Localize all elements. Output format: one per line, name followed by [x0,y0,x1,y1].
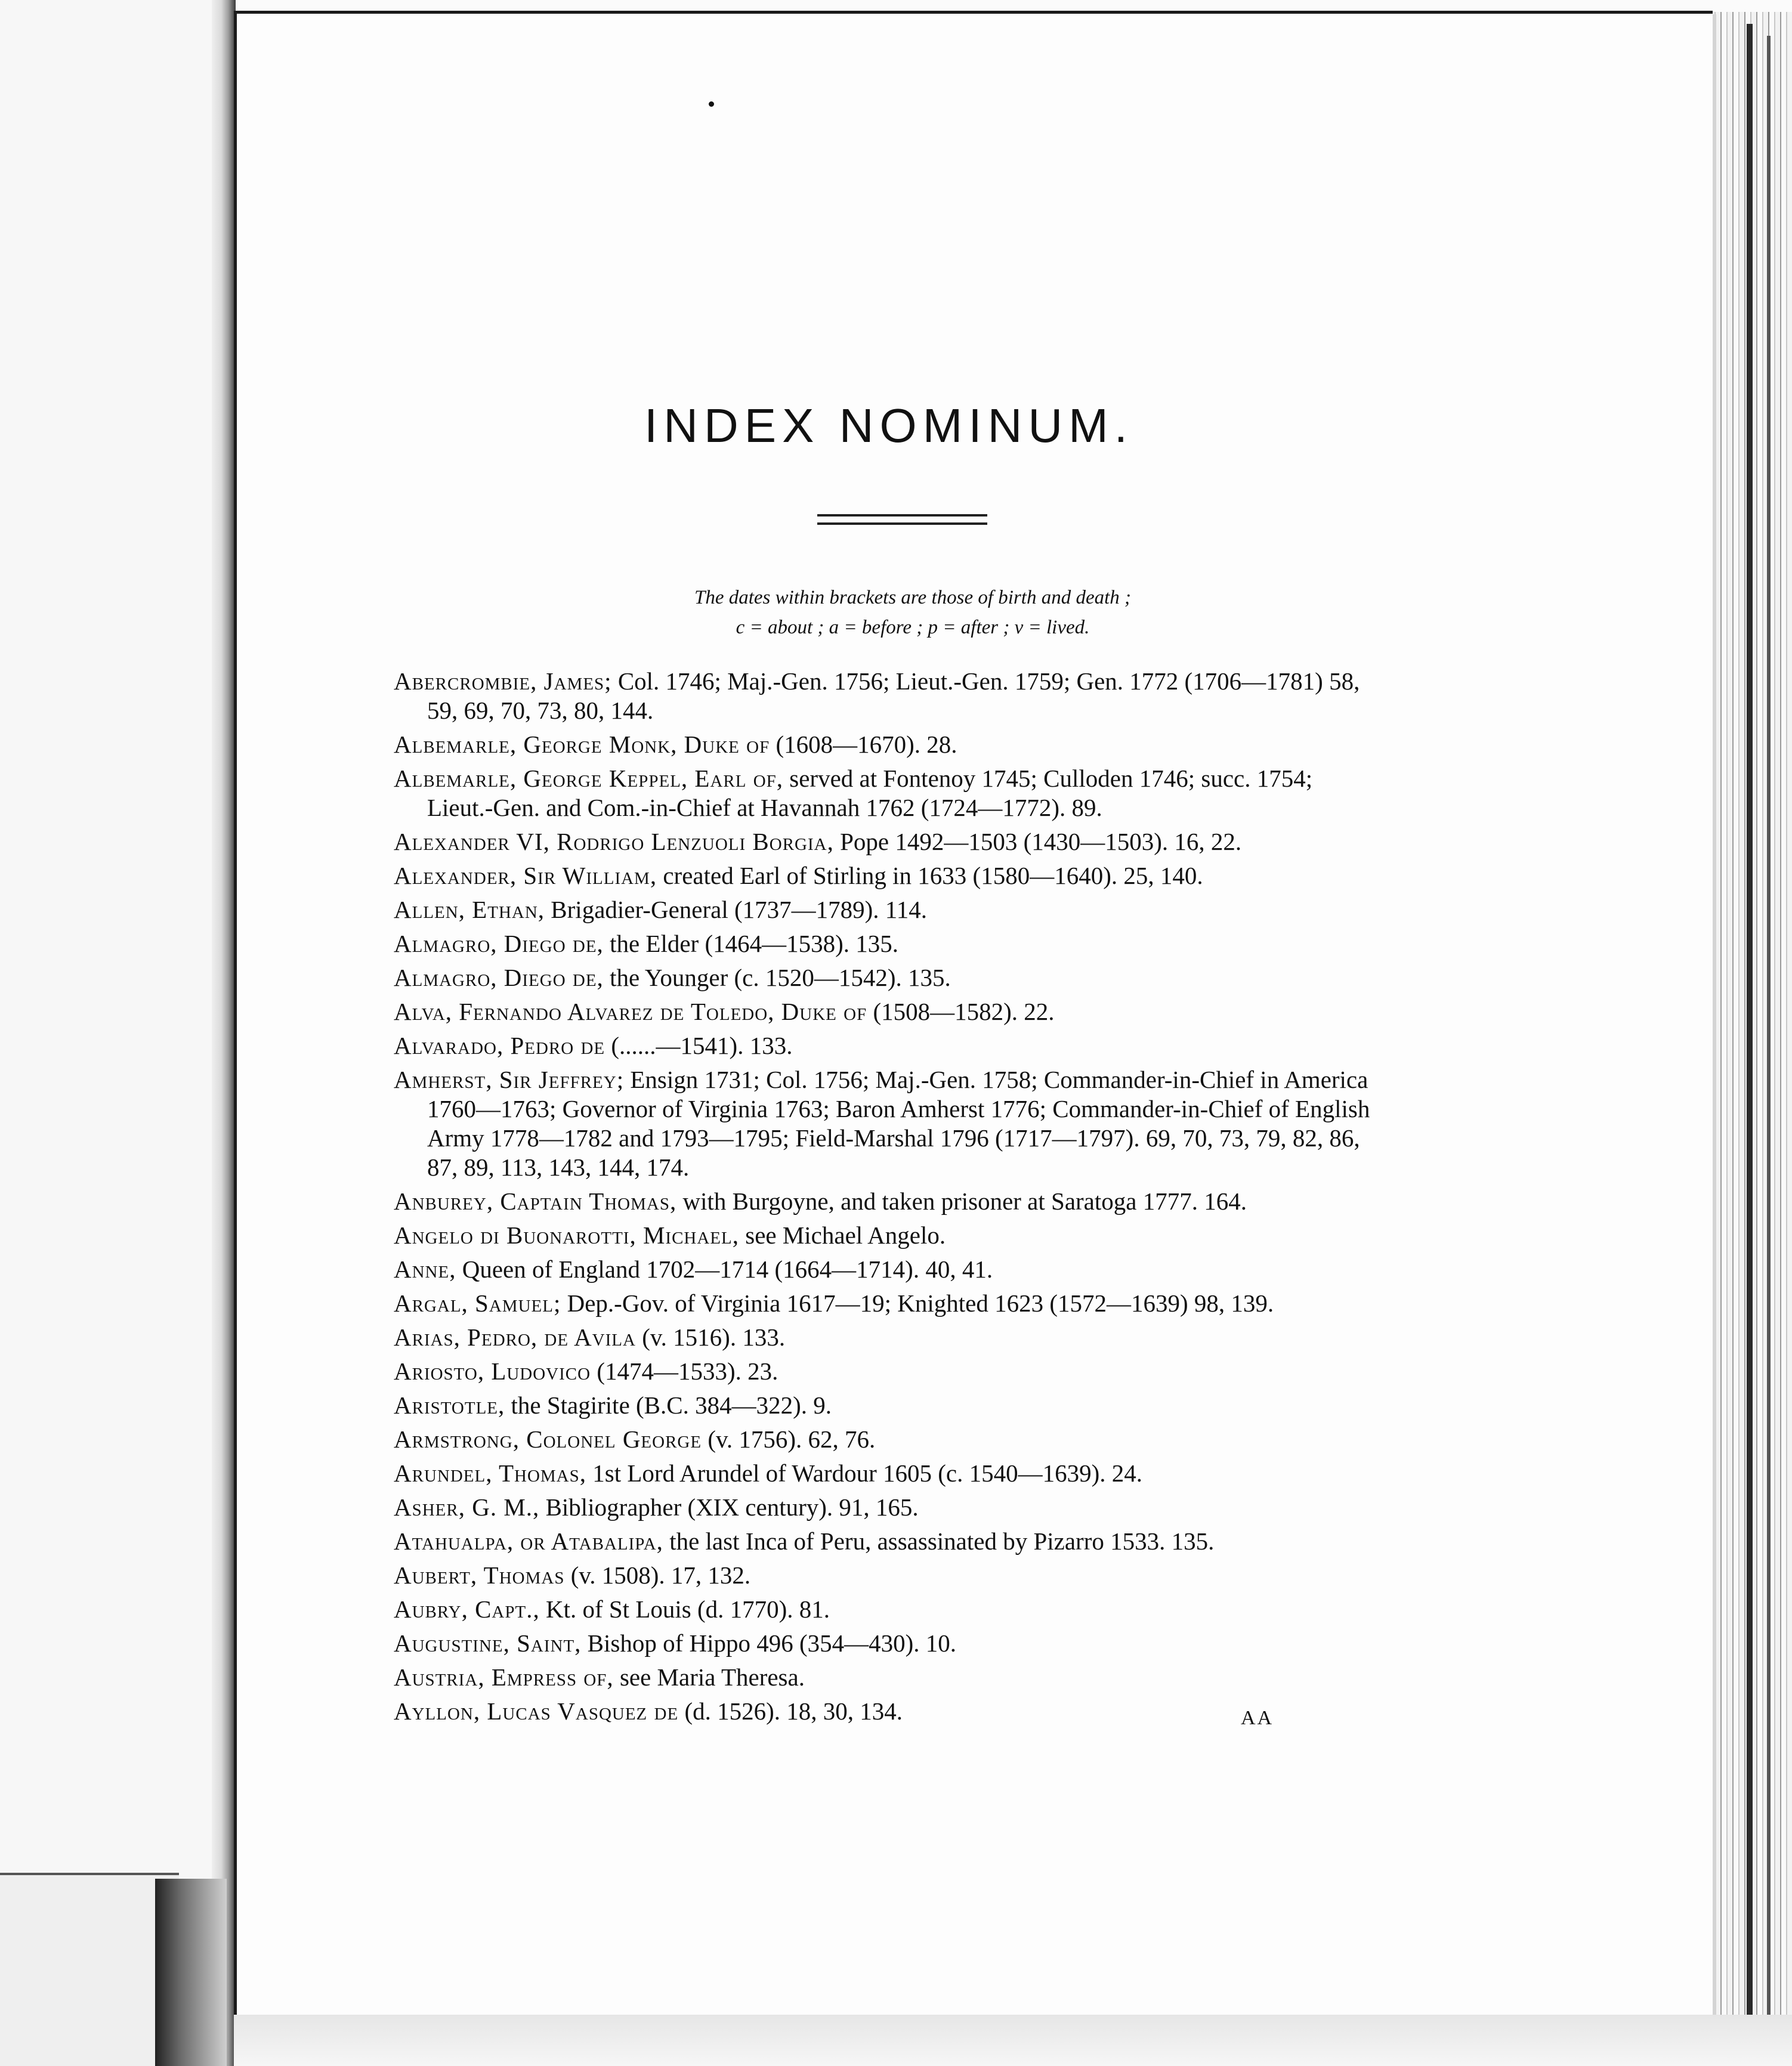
entry-description: (1608—1670). 28. [770,731,957,758]
index-entry [394,1493,1372,1522]
right-edge-shadow [1747,24,1753,2040]
entry-description: Col. 1746; Maj.-Gen. 1756; Lieut.-Gen. 1759; Gen. 1772 (1706—1781) 58, 59, 69, 70, 73, 80, 144. [427,667,1360,724]
right-edge-shadow-inner [1767,36,1771,2040]
entry-description: 1st Lord Arundel of Wardour 1605 (c. 1540—1639). 24. [586,1459,1142,1487]
entry-name: Armstrong, Colonel George [394,1425,702,1453]
index-entry [394,861,1372,890]
entry-name: Austria, Empress of, [394,1663,614,1691]
entry-description: Dep.-Gov. of Virginia 1617—19; Knighted 1623 (1572—1639) 98, 139. [561,1289,1274,1317]
entry-description: (1474—1533). 23. [591,1357,778,1385]
index-entry [394,1221,1372,1250]
index-entry [394,1663,1372,1692]
entry-name: Augustine, Saint, [394,1629,582,1657]
entry-description: see Maria Theresa. [613,1663,805,1691]
page-title: INDEX NOMINUM. [644,399,1133,452]
entry-name: Aristotle, [394,1391,505,1419]
entry-name: Atahualpa, or Atabalipa, [394,1527,663,1555]
entry-name: Abercrombie, James; [394,667,612,695]
entry-name: Alvarado, Pedro de [394,1032,605,1059]
index-entry [394,1561,1372,1590]
index-entry [394,895,1372,924]
index-entry [394,730,1372,759]
ink-dot [709,101,714,107]
index-entry [394,1289,1372,1318]
entry-description: created Earl of Stirling in 1633 (1580—1640). 25, 140. [657,862,1203,889]
entry-description: with Burgoyne, and taken prisoner at Saratoga 1777. 164. [676,1187,1247,1215]
index-entry [394,1697,1372,1726]
entry-name: Almagro, Diego de, [394,930,604,957]
entry-description: the Stagirite (B.C. 384—322). 9. [505,1391,832,1419]
left-facing-page [0,0,236,2066]
entry-name: Asher, G. M., [394,1493,540,1521]
entry-description: see Michael Angelo. [739,1221,946,1249]
index-entry [394,963,1372,992]
index-entry [394,1357,1372,1386]
entry-name: Ayllon, Lucas Vasquez de [394,1697,679,1725]
page-bottom-edge [234,2015,1792,2066]
index-entry [394,929,1372,958]
entry-name: Argal, Samuel; [394,1289,561,1317]
entry-name: Albemarle, George Keppel, Earl of, [394,765,784,792]
entry-name: Anne, [394,1255,456,1283]
title-rule-top [817,514,987,516]
entry-description: the last Inca of Peru, assassinated by Pizarro 1533. 135. [663,1527,1215,1555]
entry-description: Queen of England 1702—1714 (1664—1714). 40, 41. [456,1255,993,1283]
entry-description: Pope 1492—1503 (1430—1503). 16, 22. [833,828,1242,855]
entry-name: Aubry, Capt., [394,1595,540,1623]
title-rule-bottom [817,522,987,525]
entry-name: Almagro, Diego de, [394,964,604,991]
entry-description: the Elder (1464—1538). 135. [603,930,898,957]
entry-description: Brigadier-General (1737—1789). 114. [545,896,927,923]
entry-description: (v. 1508). 17, 132. [564,1561,751,1589]
entry-description: Bibliographer (XIX century). 91, 165. [539,1493,919,1521]
index-entry [394,1391,1372,1420]
entry-name: Aubert, Thomas [394,1561,565,1589]
signature-mark: AA [1241,1707,1274,1729]
entry-description: the Younger (c. 1520—1542). 135. [603,964,951,991]
index-entry [394,827,1372,856]
index-entry [394,1323,1372,1352]
entry-description: (1508—1582). 22. [867,998,1055,1025]
index-entry [394,1527,1372,1556]
entry-name: Alexander, Sir William, [394,862,657,889]
index-entry [394,1065,1372,1182]
entry-name: Anburey, Captain Thomas, [394,1187,677,1215]
entry-description: Kt. of St Louis (d. 1770). 81. [539,1595,830,1623]
entry-description: Ensign 1731; Col. 1756; Maj.-Gen. 1758; Commander-in-Chief in America 1760—1763; Governor of Virginia 1763; Baron Amherst 1776; Commander-in-Chief of English Army 1778—1782 and 1793—1795; Field-Marshal 1796 (1717—1797). 69, 70, 73, 79, 82, 86, 87, 89, 113, 143, 144, 174. [427,1066,1370,1181]
entry-description: served at Fontenoy 1745; Culloden 1746; succ. 1754; Lieut.-Gen. and Com.-in-Chief at Havannah 1762 (1724—1772). 89. [427,765,1313,821]
index-entry [394,1187,1372,1216]
index-note-line-2: c = about ; a = before ; p = after ; v = lived. [736,617,1090,638]
entry-name: Arias, Pedro, de Avila [394,1323,636,1351]
index-note-line-1: The dates within brackets are those of birth and death ; [694,587,1132,608]
index-entry [394,997,1372,1026]
index-entry [394,764,1372,822]
entry-description: (......—1541). 133. [605,1032,793,1059]
entry-name: Alva, Fernando Alvarez de Toledo, Duke of [394,998,867,1025]
index-entry [394,1425,1372,1454]
entry-name: Arundel, Thomas, [394,1459,587,1487]
index-entry [394,1595,1372,1624]
entry-name: Angelo di Buonarotti, Michael, [394,1221,739,1249]
index-entry [394,1031,1372,1060]
entry-name: Albemarle, George Monk, Duke of [394,731,770,758]
index-entry [394,1255,1372,1284]
index-entry [394,667,1372,725]
page-fold-shadow [212,0,236,2066]
entry-description: (v. 1516). 133. [635,1323,786,1351]
entry-description: (d. 1526). 18, 30, 134. [678,1697,903,1725]
left-page-lower-edge [0,1873,179,2066]
binding-edge [155,1879,227,2066]
index-entry [394,1459,1372,1488]
entry-name: Amherst, Sir Jeffrey; [394,1066,625,1093]
entry-name: Ariosto, Ludovico [394,1357,591,1385]
entry-name: Allen, Ethan, [394,896,545,923]
index-entry [394,1629,1372,1658]
index-entry-list [394,667,1372,1731]
entry-description: (v. 1756). 62, 76. [702,1425,876,1453]
entry-description: Bishop of Hippo 496 (354—430). 10. [581,1629,957,1657]
entry-name: Alexander VI, Rodrigo Lenzuoli Borgia, [394,828,834,855]
